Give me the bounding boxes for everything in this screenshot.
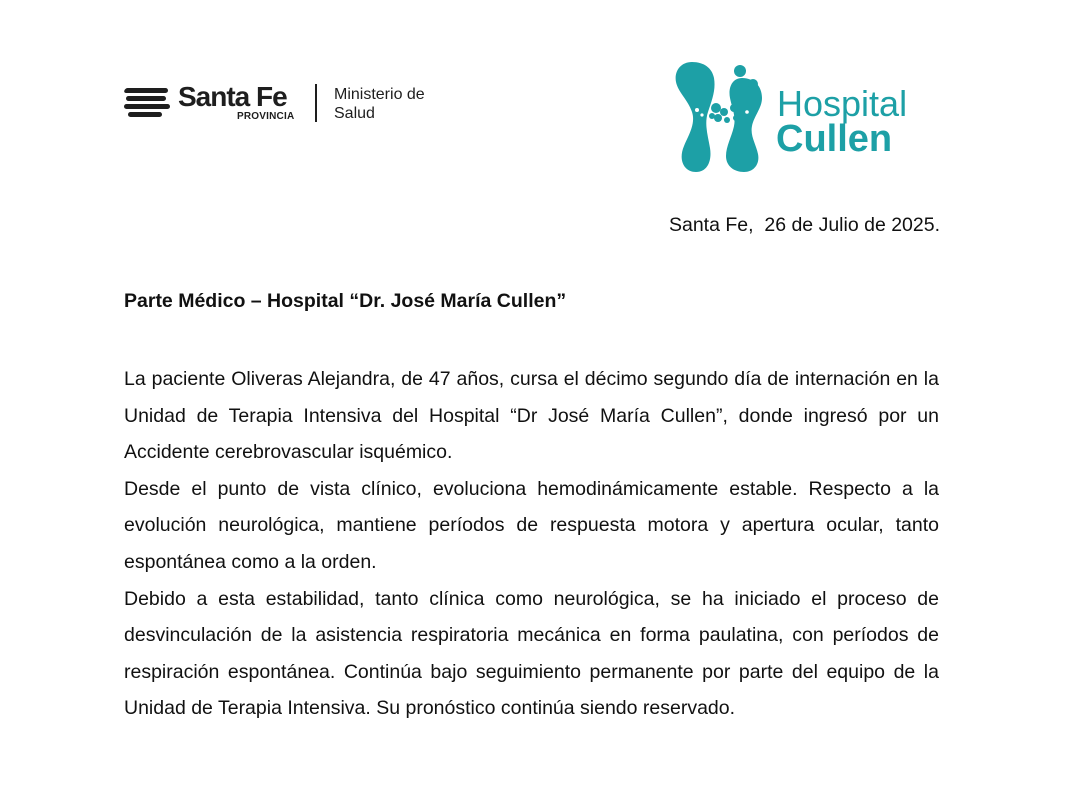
document-title: Parte Médico – Hospital “Dr. José María Cullen” [124,290,567,312]
hospital-wordmark-line-2: Cullen [776,118,893,160]
santa-fe-wordmark: Santa Fe [178,81,287,112]
paragraph: La paciente Oliveras Alejandra, de 47 años, cursa el décimo segundo día de internación en la Unidad de Terapia Intensiva del Hospital “Dr José María Cullen”, donde ingresó por un Accidente cerebrovascular isquémico. [124,368,939,464]
hospital-cullen-emblem-icon [674,60,770,174]
ministry-label [334,85,425,123]
logo-divider [315,84,317,122]
ministry-line-1: Ministerio de [334,86,425,103]
paragraph: Desde el punto de vista clínico, evoluciona hemodinámicamente estable. Respecto a la evolución neurológica, mantiene períodos de respuesta motora y apertura ocular, tanto espontánea como a la orden. [124,477,939,573]
document-date: Santa Fe, 26 de Julio de 2025. [668,214,940,236]
hospital-wordmark-line-1: Hospital [777,83,908,124]
santa-fe-logo [124,82,464,126]
document-body [124,361,939,727]
hospital-cullen-logo [674,60,934,176]
ministry-line-2: Salud [334,105,375,122]
provincia-label: PROVINCIA [237,111,295,122]
paragraph: Debido a esta estabilidad, tanto clínica como neurológica, se ha iniciado el proceso de desvinculación de la asistencia respiratoria mecánica en forma paulatina, con períodos de respiración espontánea. Continúa bajo seguimiento permanente por parte del equipo de la Unidad de Terapia Intensiva. Su pronóstico continúa siendo reservado. [124,587,939,720]
santa-fe-flag-icon [124,86,174,122]
